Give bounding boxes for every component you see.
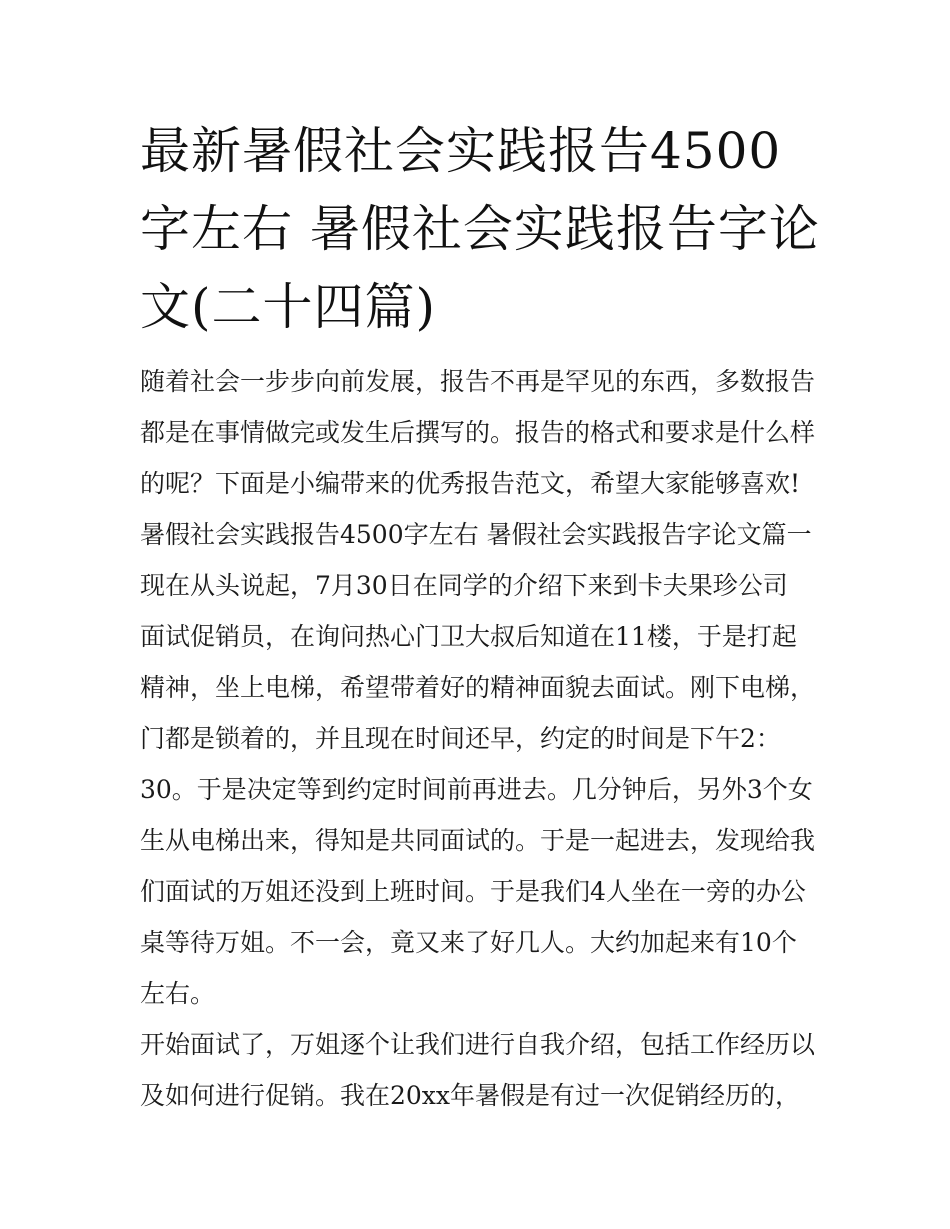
body-line: 开始面试了，万姐逐个让我们进行自我介绍，包括工作经历以	[140, 1030, 816, 1059]
body-line: 30。于是决定等到约定时间前再进去。几分钟后，另外3个女	[140, 775, 813, 804]
body-line: 精神，坐上电梯，希望带着好的精神面貌去面试。刚下电梯，	[140, 673, 816, 702]
body-line: 现在从头说起，7月30日在同学的介绍下来到卡夫果珍公司	[140, 571, 788, 600]
document-content	[140, 112, 820, 1121]
body-line: 的呢？下面是小编带来的优秀报告范文，希望大家能够喜欢!	[140, 469, 801, 498]
title-line-1: 最新暑假社会实践报告4500	[140, 122, 782, 180]
title-line-3: 文(二十四篇)	[140, 278, 437, 336]
title-line-2: 字左右 暑假社会实践报告字论	[140, 200, 820, 258]
body-line: 都是在事情做完或发生后撰写的。报告的格式和要求是什么样	[140, 418, 816, 447]
body-line: 左右。	[140, 979, 216, 1008]
body-line: 桌等待万姐。不一会，竟又来了好几人。大约加起来有10个	[140, 928, 797, 957]
body-line: 随着社会一步步向前发展，报告不再是罕见的东西，多数报告	[140, 367, 816, 396]
document-body	[140, 356, 820, 1121]
body-line: 生从电梯出来，得知是共同面试的。于是一起进去，发现给我	[140, 826, 816, 855]
document-title	[140, 112, 820, 346]
body-line: 暑假社会实践报告4500字左右 暑假社会实践报告字论文篇一	[140, 520, 812, 549]
body-line: 门都是锁着的，并且现在时间还早，约定的时间是下午2：	[140, 724, 781, 753]
body-line: 面试促销员，在询问热心门卫大叔后知道在11楼，于是打起	[140, 622, 797, 651]
body-line: 及如何进行促销。我在20xx年暑假是有过一次促销经历的，	[140, 1081, 801, 1110]
body-line: 们面试的万姐还没到上班时间。于是我们4人坐在一旁的办公	[140, 877, 806, 906]
